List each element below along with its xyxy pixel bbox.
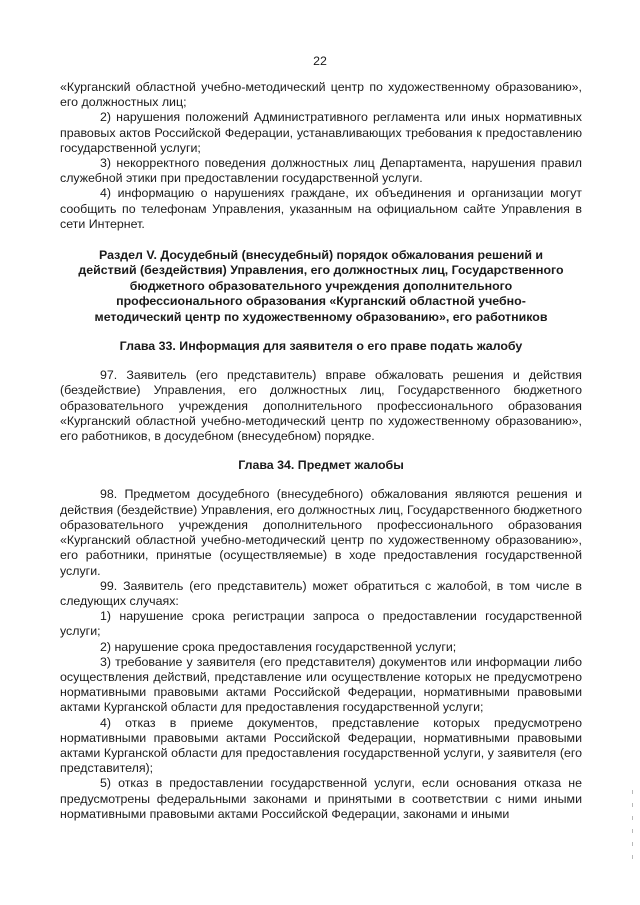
- list-item-2: 2) нарушение срока предоставления государственной услуги;: [100, 639, 457, 654]
- scan-mark: [632, 829, 633, 833]
- section-title-line: действий (бездействия) Управления, его должностных лиц, Государственного: [78, 263, 564, 278]
- page-number: 22: [313, 54, 327, 68]
- scan-mark: [632, 803, 633, 807]
- list-item-1: 1) нарушение срока регистрации запроса о предоставлении государственной услуги;: [60, 609, 582, 639]
- margin-scan-marks: [630, 790, 634, 880]
- section-title-line: профессионального образования «Курганский областной учебно-: [116, 294, 526, 309]
- list-item-4: 4) отказ в приеме документов, представление которых предусмотрено нормативными правовыми актами Российской Федерации, нормативными правовыми актами Курганской области для предоставления государственной услуги, у заявителя (его представителя);: [60, 715, 582, 776]
- paragraph-97: 97. Заявитель (его представитель) вправе обжаловать решения и действия (бездействие) Управления, его должностных лиц, Государственного бюджетного образовательного учреждения дополнительного профессионального образования «Курганский областной учебно-методический центр по художественному образованию», его работников, в досудебном (внесудебном) порядке.: [60, 368, 582, 444]
- section-v-title: [60, 248, 582, 325]
- section-title-line: бюджетного образовательного учреждения дополнительного: [129, 278, 513, 293]
- intro-paragraph-1: «Курганский областной учебно-методический центр по художественному образованию», его должностных лиц;: [60, 80, 582, 110]
- paragraph-99: 99. Заявитель (его представитель) может обратиться с жалобой, в том числе в следующих случаях:: [60, 578, 582, 608]
- scan-mark: [632, 855, 633, 859]
- paragraph-98: 98. Предметом досудебного (внесудебного) обжалования являются решения и действия (бездействие) Управления, его должностных лиц, Государственного бюджетного образовательного учреждения дополнительного профессионального образования «Курганский областной учебно-методический центр по художественному образованию», его работники, принятые (осуществляемые) в ходе предоставления государственной услуги.: [60, 487, 582, 578]
- intro-paragraph-2: 2) нарушения положений Административного регламента или иных нормативных правовых актов Российской Федерации, устанавливающих требования к предоставлению государственной услуги;: [60, 110, 582, 155]
- intro-paragraph-4: 4) информацию о нарушениях граждане, их объединения и организации могут сообщить по телефонам Управления, указанным на официальном сайте Управления в сети Интернет.: [60, 186, 582, 231]
- section-title-line: Раздел V. Досудебный (внесудебный) порядок обжалования решений и: [98, 248, 544, 263]
- scan-mark: [632, 790, 633, 794]
- scan-mark: [632, 816, 633, 820]
- page-content: [60, 80, 582, 822]
- list-item-5: 5) отказ в предоставлении государственной услуги, если основания отказа не предусмотрены федеральными законами и принятыми в соответствии с ними иными нормативными правовыми актами Российской Федерации, законами и иными: [60, 776, 582, 821]
- scan-mark: [632, 842, 633, 846]
- intro-paragraph-3: 3) некорректного поведения должностных лиц Департамента, нарушения правил служебной этики при предоставлении государственной услуги.: [60, 156, 582, 186]
- list-item-3: 3) требование у заявителя (его представителя) документов или информации либо осуществления действий, представление или осуществление которых не предусмотрено нормативными правовыми актами Российской Федерации, нормативными правовыми актами Курганской области для предоставления государственной услуги;: [60, 654, 582, 715]
- section-title-line: методический центр по художественному образованию», его работников: [94, 309, 548, 324]
- chapter-33-title: Глава 33. Информация для заявителя о его праве подать жалобу: [119, 339, 523, 354]
- chapter-34-title: Глава 34. Предмет жалобы: [238, 458, 404, 473]
